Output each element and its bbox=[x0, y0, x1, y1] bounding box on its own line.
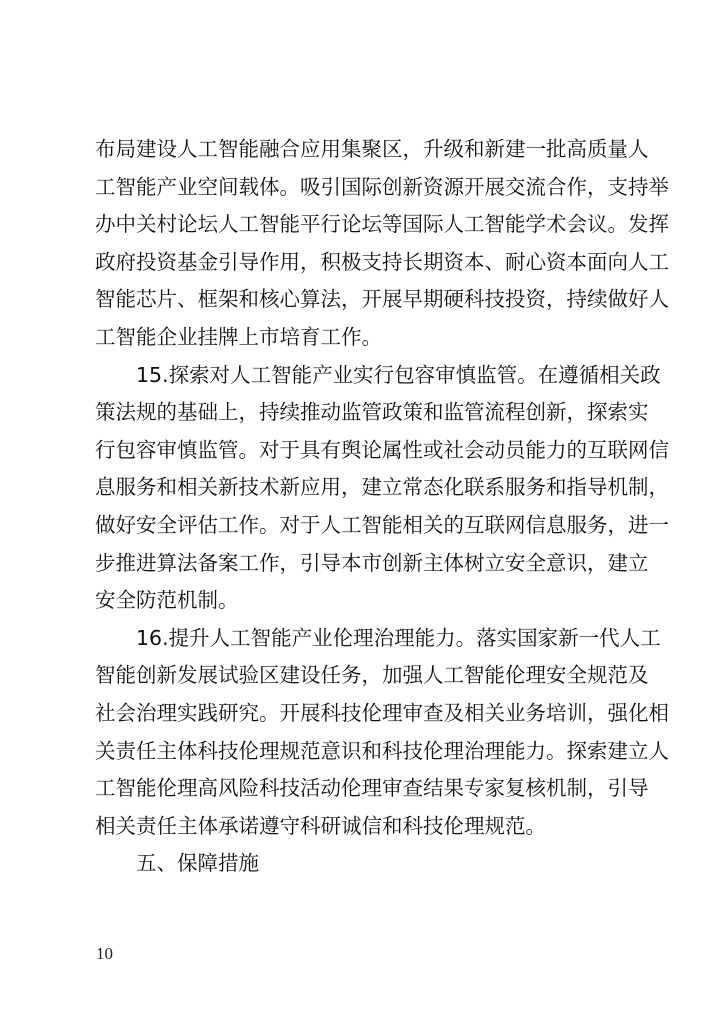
text-line: 工智能企业挂牌上市培育工作。 bbox=[95, 324, 382, 349]
text-line: 做好安全评估工作。对于人工智能相关的互联网信息服务，进一 bbox=[95, 512, 669, 537]
page-number: 10 bbox=[96, 944, 113, 963]
text-line: 社会治理实践研究。开展科技伦理审查及相关业务培训，强化相 bbox=[95, 700, 669, 725]
text-line: 息服务和相关新技术新应用，建立常态化联系服务和指导机制， bbox=[95, 475, 669, 500]
text-line: 智能芯片、框架和核心算法，开展早期硬科技投资，持续做好人 bbox=[95, 287, 669, 312]
text-line: 关责任主体科技伦理规范意识和科技伦理治理能力。探索建立人 bbox=[95, 738, 669, 763]
paragraph-item-15 bbox=[95, 357, 669, 620]
paragraph-item-16 bbox=[95, 620, 669, 846]
paragraph-continuation bbox=[95, 131, 669, 357]
text-line: 步推进算法备案工作，引导本市创新主体树立安全意识，建立 bbox=[95, 550, 649, 575]
text-line: 办中关村论坛人工智能平行论坛等国际人工智能学术会议。发挥 bbox=[95, 212, 669, 237]
text-line: 智能创新发展试验区建设任务，加强人工智能伦理安全规范及 bbox=[95, 663, 649, 688]
text-line: 行包容审慎监管。对于具有舆论属性或社会动员能力的互联网信 bbox=[95, 437, 669, 462]
text-line: 安全防范机制。 bbox=[95, 588, 239, 613]
text-line: 工智能伦理高风险科技活动伦理审查结果专家复核机制，引导 bbox=[95, 776, 649, 801]
text-line: 相关责任主体承诺遵守科研诚信和科技伦理规范。 bbox=[95, 813, 546, 838]
text-line: 策法规的基础上，持续推动监管政策和监管流程创新，探索实 bbox=[95, 400, 649, 425]
text-line: 政府投资基金引导作用，积极支持长期资本、耐心资本面向人工 bbox=[95, 249, 669, 274]
section-heading bbox=[95, 845, 640, 883]
section-heading-text: 五、保障措施 bbox=[136, 851, 259, 876]
text-line: 15.探索对人工智能产业实行包容审慎监管。在遵循相关政 bbox=[136, 362, 661, 387]
document-body bbox=[95, 131, 669, 883]
text-line: 16.提升人工智能产业伦理治理能力。落实国家新一代人工 bbox=[136, 625, 661, 650]
text-line: 布局建设人工智能融合应用集聚区，升级和新建一批高质量人 bbox=[95, 137, 649, 161]
text-line: 工智能产业空间载体。吸引国际创新资源开展交流合作，支持举 bbox=[95, 174, 669, 199]
